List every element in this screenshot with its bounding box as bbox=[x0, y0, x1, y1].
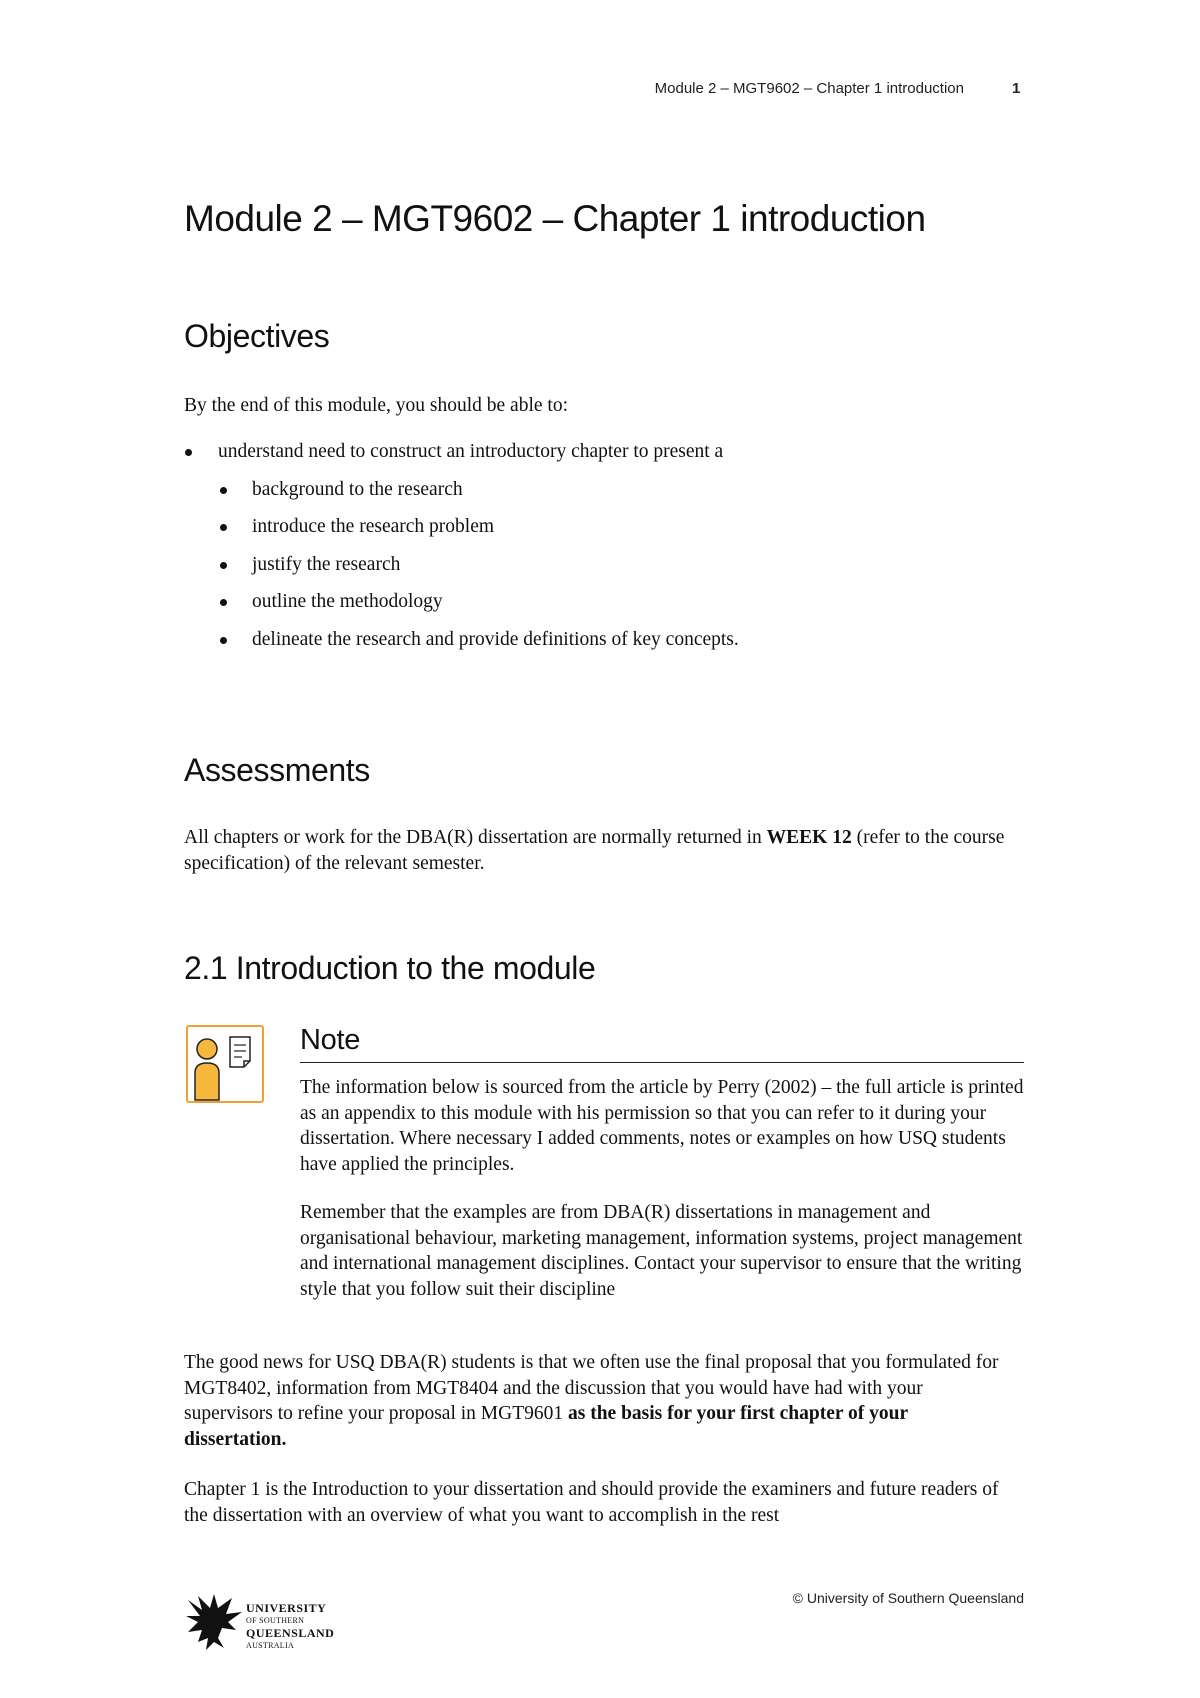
assessments-week-bold: WEEK 12 bbox=[766, 827, 852, 848]
list-item bbox=[184, 514, 1024, 552]
assessments-text-part: All chapters or work for the DBA(R) dissertation are normally returned in bbox=[184, 827, 767, 848]
list-item bbox=[184, 552, 1024, 590]
body-paragraph-text: The good news for USQ DBA(R) students is that we often use the final proposal that you formulated for MGT8402, information from MGT8404 and the discussion that you would have had with your supervisors to refine your proposal in MGT9601 bbox=[184, 1352, 999, 1424]
logo-text-line: OF SOUTHERN bbox=[246, 1615, 305, 1625]
logo-wordmark bbox=[246, 1602, 334, 1652]
bullet-icon bbox=[220, 599, 227, 606]
note-title: Note bbox=[300, 1024, 361, 1056]
page-number: 1 bbox=[1012, 80, 1021, 97]
list-item bbox=[184, 477, 1024, 515]
bullet-icon bbox=[220, 487, 227, 494]
list-item bbox=[184, 439, 1024, 477]
person-note-icon bbox=[186, 1025, 264, 1103]
bullet-icon bbox=[220, 524, 227, 531]
person-note-icon-graphic bbox=[188, 1027, 262, 1101]
body-paragraph-bold: as the basis for your first chapter of your dissertation. bbox=[184, 1403, 908, 1450]
list-item-text: background to the research bbox=[252, 478, 463, 500]
bullet-icon bbox=[220, 637, 227, 644]
list-item-text: outline the methodology bbox=[252, 591, 443, 612]
phoenix-logo-icon bbox=[184, 1592, 246, 1652]
assessments-text bbox=[184, 825, 1024, 876]
section-heading: 2.1 Introduction to the module bbox=[184, 950, 596, 986]
note-divider bbox=[300, 1062, 1024, 1063]
body-paragraph bbox=[184, 1350, 1014, 1452]
note-paragraph: The information below is sourced from the article by Perry (2002) – the full article is printed as an appendix to this module with his permission so that you can refer to it during your dissertation. Where necessary I added comments, notes or examples on how USQ students have applied the principles. bbox=[300, 1077, 1024, 1175]
list-item-text: delineate the research and provide definitions of key concepts. bbox=[252, 628, 739, 650]
objectives-intro: By the end of this module, you should be able to: bbox=[184, 395, 568, 416]
logo-text-line: UNIVERSITY bbox=[246, 1601, 327, 1615]
running-header-title: Module 2 – MGT9602 – Chapter 1 introduction bbox=[654, 80, 964, 97]
body-paragraph: Chapter 1 is the Introduction to your dissertation and should provide the examiners and future readers of the dissertation with an overview of what you want to accomplish in the rest bbox=[184, 1479, 999, 1526]
objectives-list bbox=[184, 439, 1024, 664]
logo-text-line: QUEENSLAND bbox=[246, 1626, 335, 1640]
bullet-icon bbox=[220, 562, 227, 569]
list-item bbox=[184, 589, 1024, 627]
list-item-text: justify the research bbox=[252, 553, 401, 575]
running-header bbox=[0, 80, 1200, 100]
list-item bbox=[184, 627, 1024, 665]
assessments-text-part: (refer to the course specification) of the relevant semester. bbox=[184, 827, 1005, 874]
page-title: Module 2 – MGT9602 – Chapter 1 introduction bbox=[184, 198, 926, 239]
objectives-heading: Objectives bbox=[184, 318, 330, 354]
list-item-text: understand need to construct an introductory chapter to present a bbox=[218, 441, 724, 462]
list-item-text: introduce the research problem bbox=[252, 516, 495, 537]
bullet-icon bbox=[185, 449, 192, 456]
logo-text-line: AUSTRALIA bbox=[246, 1640, 295, 1650]
university-logo bbox=[184, 1592, 354, 1652]
assessments-heading: Assessments bbox=[184, 752, 370, 788]
note-paragraph: Remember that the examples are from DBA(R) dissertations in management and organisational behaviour, marketing management, information systems, project management and international management disciplines. Contact your supervisor to ensure that the writing style that you follow suit their discipline bbox=[300, 1202, 1023, 1300]
footer-copyright: © University of Southern Queensland bbox=[792, 1590, 1024, 1606]
